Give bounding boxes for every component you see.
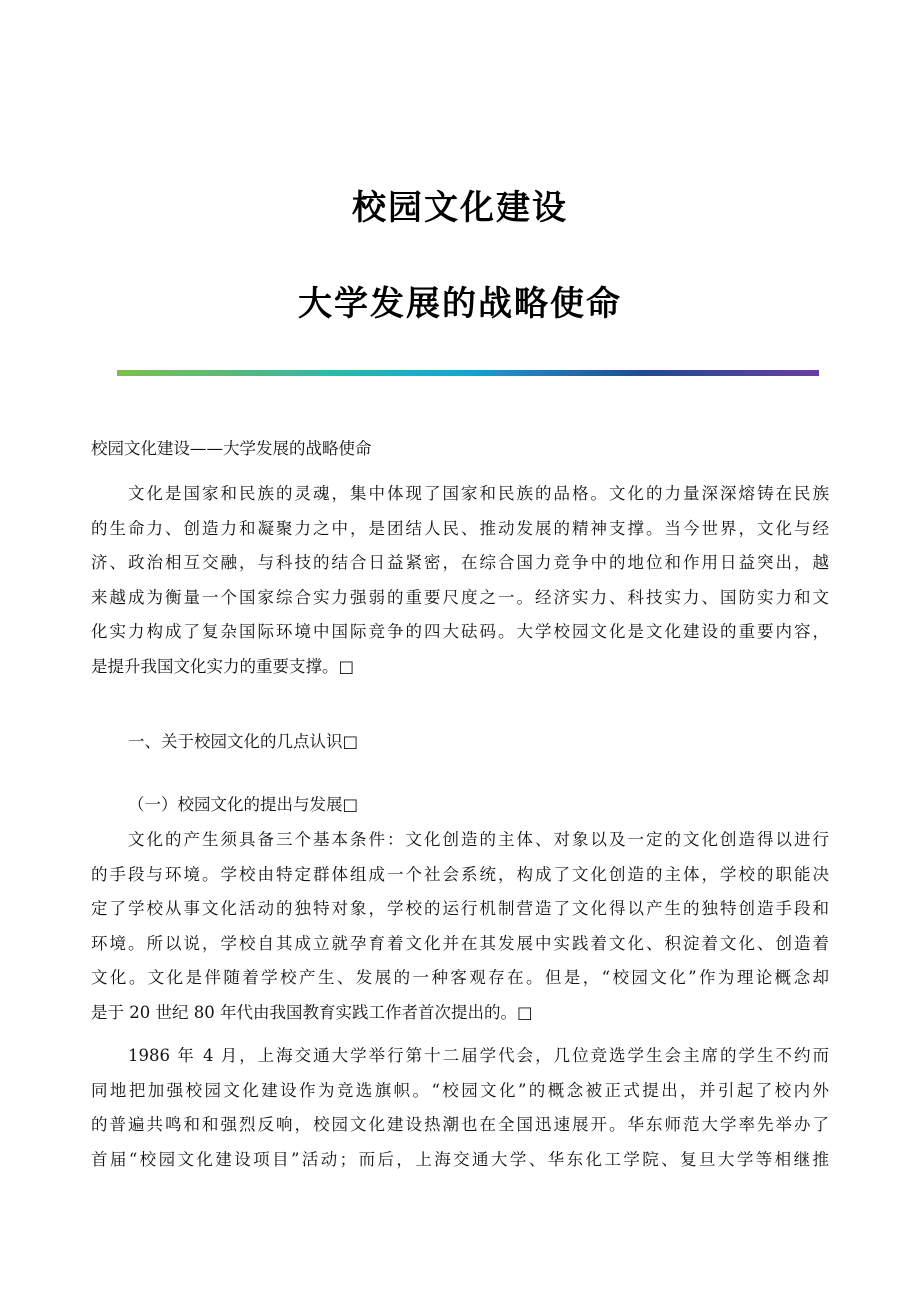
document-title-line-2: 大学发展的战略使命 — [298, 284, 622, 324]
paragraph-line: 济、政治相互交融，与科技的结合日益紧密，在综合国力竞争中的地位和作用日益突出，越 — [91, 553, 829, 572]
paragraph-line: 定了学校从事文化活动的独特对象，学校的运行机制营造了文化得以产生的独特创造手段和 — [91, 899, 829, 918]
section-heading: 一、关于校园文化的几点认识□ — [128, 732, 359, 751]
paragraph-line: 首届“校园文化建设项目”活动；而后，上海交通大学、华东化工学院、复旦大学等相继推 — [91, 1149, 829, 1169]
paragraph-line: 文化。文化是伴随着学校产生、发展的一种客观存在。但是，“校园文化”作为理论概念却 — [91, 968, 829, 987]
title-divider — [117, 370, 819, 376]
document-title-line-1: 校园文化建设 — [352, 188, 568, 228]
paragraph-line: 环境。所以说，学校自其成立就孕育着文化并在其发展中实践着文化、积淀着文化、创造着 — [91, 933, 829, 953]
paragraph-line: 1986 年 4 月，上海交通大学举行第十二届学代会，几位竞选学生会主席的学生不约而 — [128, 1046, 829, 1065]
paragraph-line: 化实力构成了复杂国际环境中国际竞争的四大砝码。大学校园文化是文化建设的重要内容， — [91, 622, 829, 641]
paragraph-line: 文化是国家和民族的灵魂，集中体现了国家和民族的品格。文化的力量深深熔铸在民族 — [128, 484, 829, 503]
paragraph-history — [91, 1039, 829, 1177]
subsection-heading: （一）校园文化的提出与发展□ — [128, 795, 359, 814]
paragraph-line: 文化的产生须具备三个基本条件：文化创造的主体、对象以及一定的文化创造得以进行 — [128, 830, 829, 849]
paragraph-line: 的手段与环境。学校由特定群体组成一个社会系统，构成了文化创造的主体，学校的职能决 — [91, 864, 829, 884]
paragraph-line: 的普遍共鸣和和强烈反响，校园文化建设热潮也在全国迅速展开。华东师范大学率先举办了 — [91, 1115, 829, 1134]
paragraph-culture-origin — [91, 823, 829, 1030]
paragraph-line: 同地把加强校园文化建设作为竞选旗帜。“校园文化”的概念被正式提出，并引起了校内外 — [91, 1080, 829, 1100]
document-subtitle: 校园文化建设——大学发展的战略使命 — [91, 439, 372, 458]
paragraph-line: 是于 20 世纪 80 年代由我国教育实践工作者首次提出的。□ — [91, 1002, 533, 1022]
paragraph-line: 来越成为衡量一个国家综合实力强弱的重要尺度之一。经济实力、科技实力、国防实力和文 — [91, 587, 829, 607]
paragraph-line: 是提升我国文化实力的重要支撑。□ — [91, 656, 355, 676]
paragraph-line: 的生命力、创造力和凝聚力之中，是团结人民、推动发展的精神支撑。当今世界，文化与经 — [91, 518, 829, 538]
paragraph-intro — [91, 477, 829, 684]
